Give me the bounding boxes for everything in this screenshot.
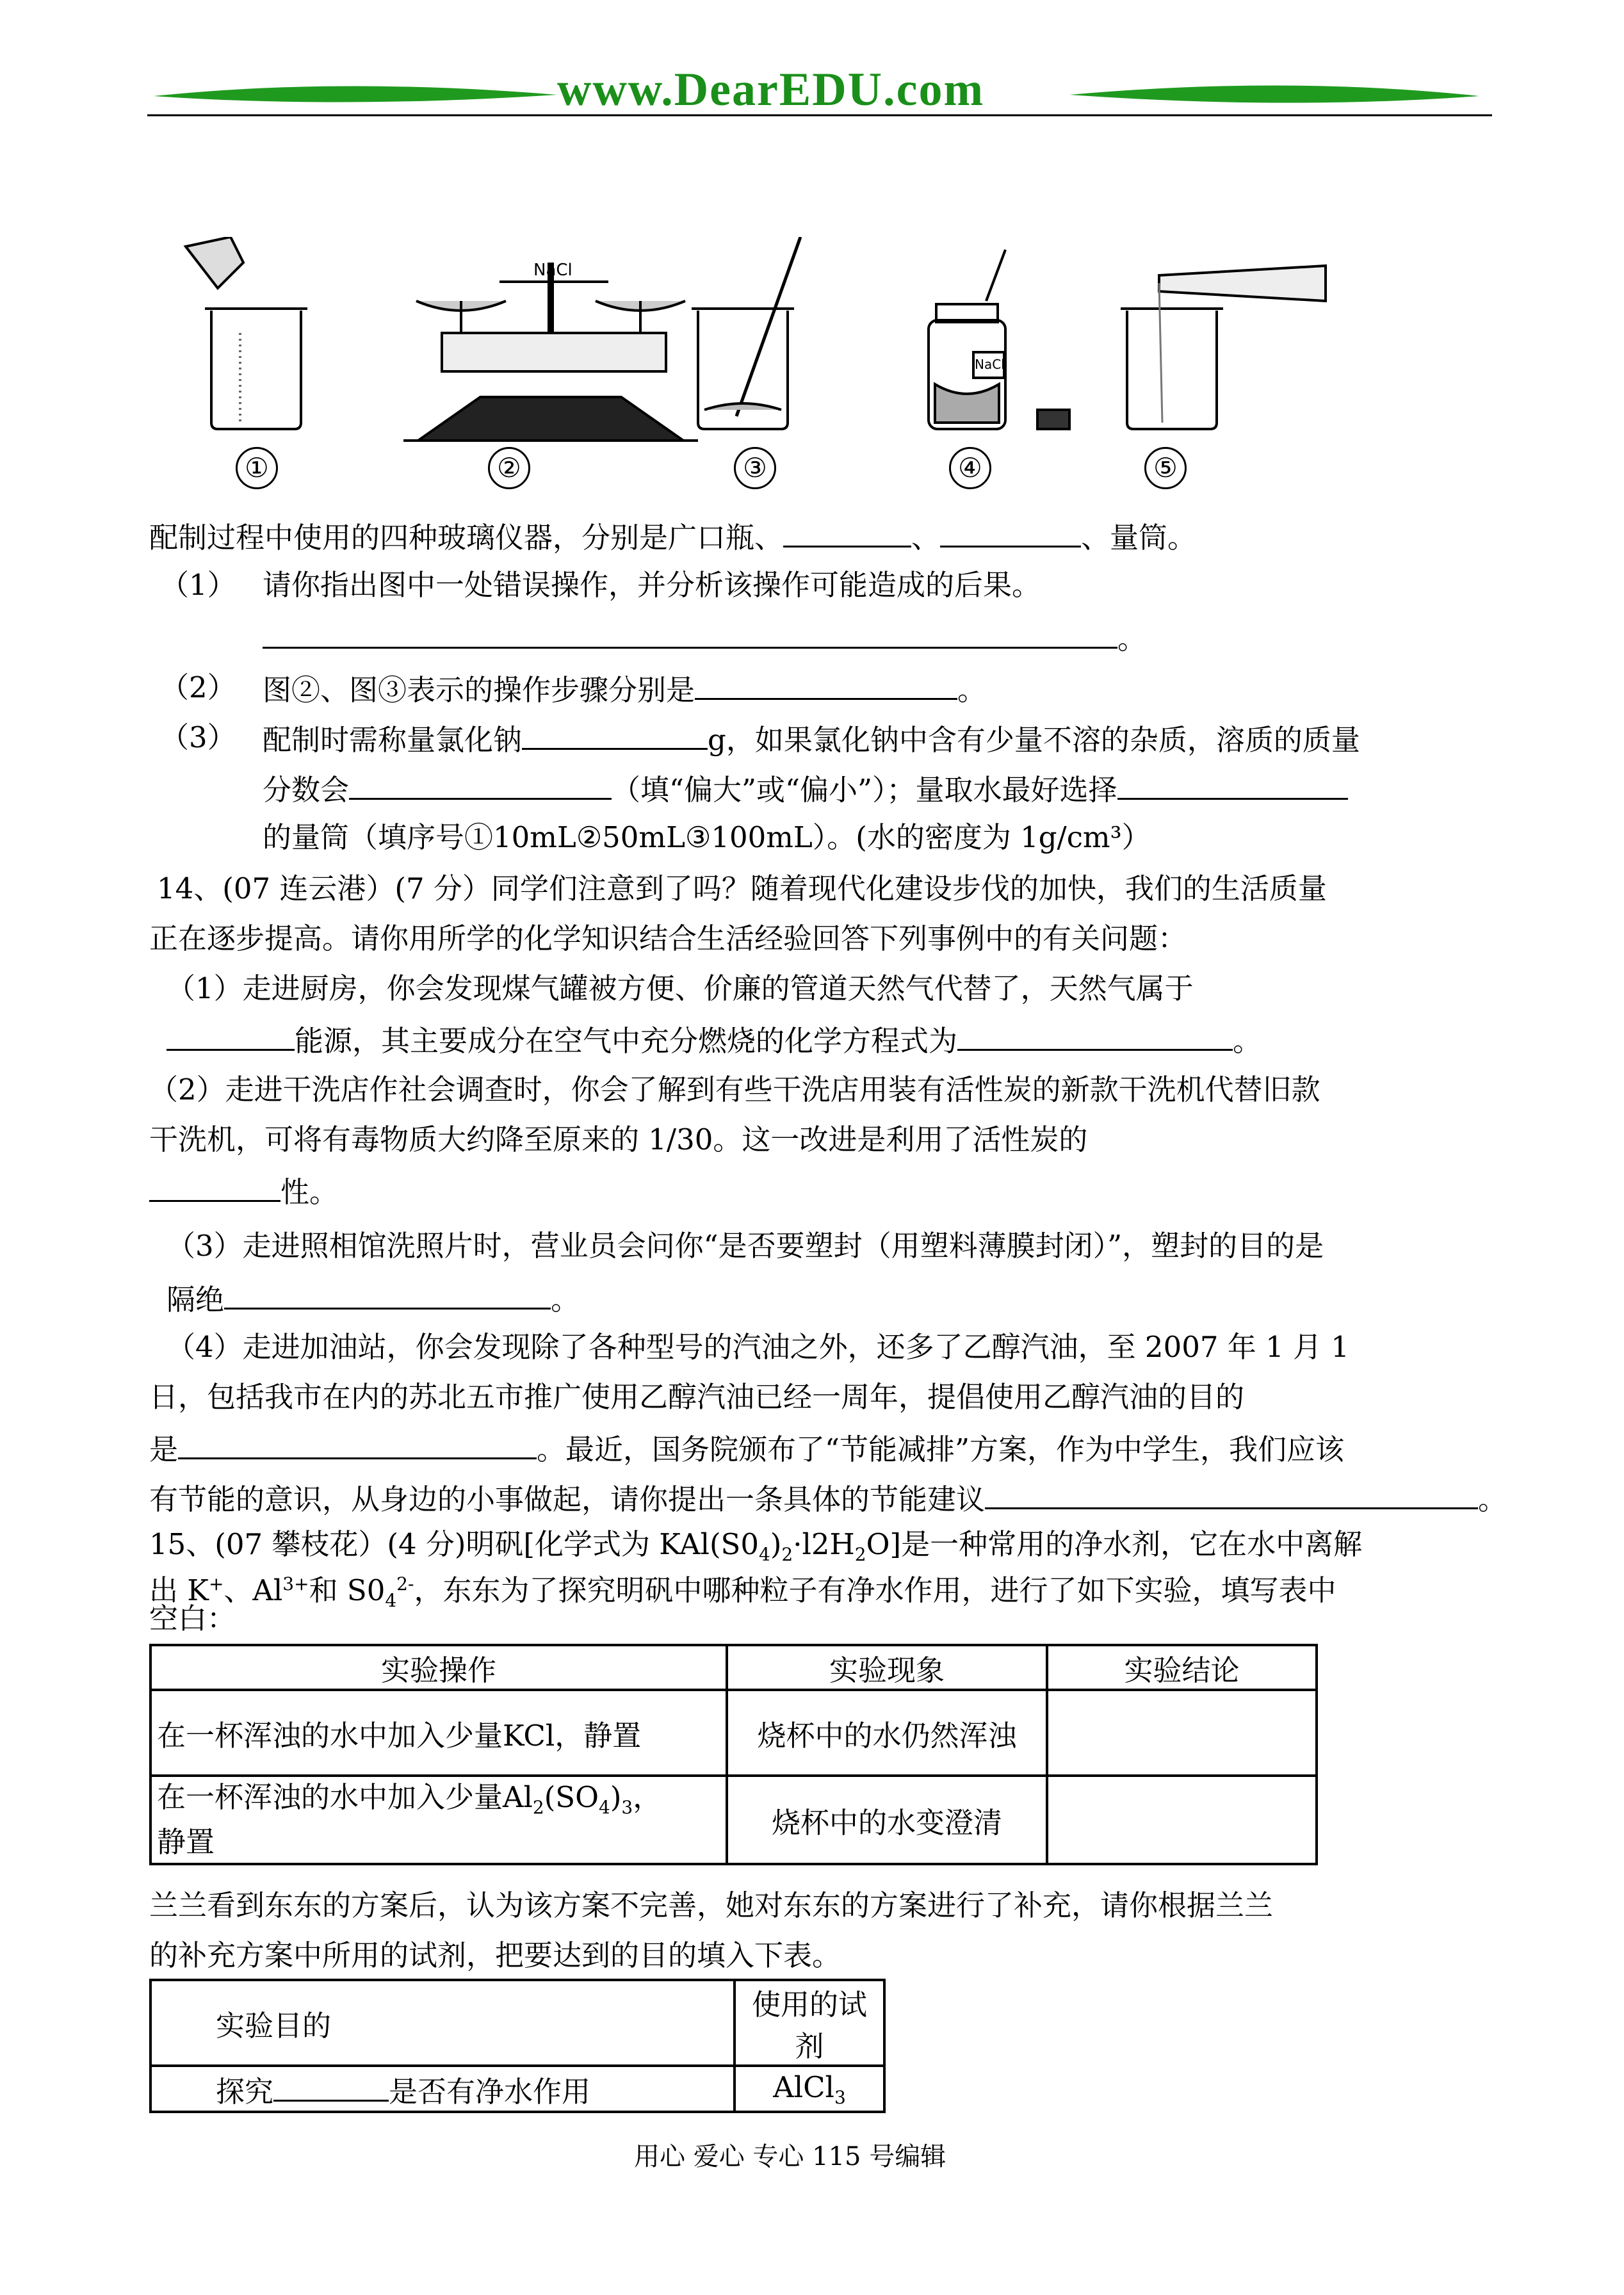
- table-row: [150, 2066, 884, 2112]
- table-cell-purpose: [150, 2066, 735, 2112]
- table-row: [150, 1690, 1317, 1776]
- q14-blank-isolate[interactable]: [224, 1279, 551, 1310]
- q13-part1-text: 请你指出图中一处错误操作，并分析该操作可能造成的后果。: [263, 568, 1041, 602]
- page-footer: 用心 爱心 专心 115 号编辑: [634, 2142, 946, 2171]
- table-header-row: [150, 1645, 1317, 1690]
- q13-blank-cylinder[interactable]: [1117, 770, 1348, 800]
- q14-blank-property[interactable]: [149, 1172, 280, 1202]
- q14-line-4a: 能源，其主要成分在空气中充分燃烧的化学方程式为: [295, 1024, 958, 1058]
- q15-l1d: 2: [781, 1544, 793, 1565]
- q13-part3-line2: [263, 770, 1348, 808]
- q13-intro-line: [149, 517, 1196, 556]
- q15-l2b: +: [208, 1573, 224, 1594]
- q13-part2-end: 。: [957, 673, 987, 707]
- q14-line-9b: 。: [551, 1283, 580, 1317]
- q14-line-10: （4）走进加油站，你会发现除了各种型号的汽油之外，还多了乙醇汽油，至 2007 年 1 月 1: [166, 1330, 1349, 1364]
- purpose-b: 是否有净水作用: [389, 2074, 591, 2109]
- q14-line-9: [166, 1279, 580, 1318]
- q13-part3-d: （填“偏大”或“偏小”）；量取水最好选择: [612, 773, 1117, 807]
- q14-line-6: 干洗机，可将有毒物质大约降至原来的 1/30。这一改进是利用了活性炭的: [149, 1123, 1088, 1156]
- q14-line-4: [166, 1021, 1262, 1059]
- q15-l1g: O]是一种常用的净水剂，它在水中离解: [866, 1527, 1363, 1561]
- q14-blank-energy-type[interactable]: [166, 1021, 295, 1051]
- q13-part3-c: 分数会: [263, 773, 350, 807]
- q14-blank-ethanol-purpose[interactable]: [178, 1429, 537, 1459]
- q13-part2-text: 图②、图③表示的操作步骤分别是: [263, 673, 695, 707]
- q15-l1b: 4: [759, 1544, 770, 1565]
- q15-l2h: ，东东为了探究明矾中哪种粒子有净水作用，进行了如下实验，填写表中: [414, 1573, 1336, 1607]
- table-header-purpose: 实验目的: [150, 1980, 735, 2066]
- q14-line-7: [149, 1172, 338, 1210]
- table-cell-reagent: [735, 2066, 884, 2112]
- q14-line-3: （1）走进厨房，你会发现煤气罐被方便、价廉的管道天然气代替了，天然气属于: [166, 971, 1194, 1005]
- q13-blank-glassware-2[interactable]: [940, 517, 1081, 547]
- q13-part3-a: 配制时需称量氯化钠: [263, 723, 523, 757]
- q14-line-2: 正在逐步提高。请你用所学的化学知识结合生活经验回答下列事例中的有关问题：: [149, 921, 1187, 955]
- table-header-operation: 实验操作: [150, 1645, 727, 1690]
- q14-line-9a: 隔绝: [166, 1283, 225, 1317]
- purpose-blank[interactable]: [273, 2072, 389, 2102]
- q15-l2f: 4: [385, 1590, 397, 1611]
- op2-g: ，: [633, 1780, 662, 1814]
- table-header-conclusion: 实验结论: [1047, 1645, 1317, 1690]
- q14-line-12: [149, 1429, 1344, 1468]
- figure-label-3: ③: [734, 447, 776, 489]
- q14-line-13: [149, 1479, 1507, 1518]
- table-row: [150, 1776, 1317, 1864]
- table-cell-phenomenon-1: 烧杯中的水仍然浑浊: [727, 1690, 1047, 1776]
- q14-line-13b: 。: [1478, 1482, 1507, 1516]
- q13-sep: 、: [911, 521, 941, 555]
- q13-part1-end: 。: [1117, 622, 1147, 656]
- q13-blank-error-operation[interactable]: [263, 619, 1117, 649]
- op2-a: 在一杯浑浊的水中加入少量Al: [157, 1780, 533, 1814]
- q13-blank-glassware-1[interactable]: [783, 517, 911, 547]
- q15-l2c: 、Al: [223, 1573, 283, 1607]
- op2-b: 2: [532, 1797, 544, 1818]
- q13-part2-num: （2）: [160, 670, 236, 704]
- experiment-table: [149, 1644, 1318, 1865]
- header-url: www.DearEDU.com: [557, 63, 985, 116]
- table-cell-phenomenon-2: 烧杯中的水变澄清: [727, 1776, 1047, 1864]
- q13-part3-e: 的量筒（填序号①10mL②50mL③100mL）。(水的密度为 1g/cm³）: [263, 820, 1151, 854]
- reagent-a: AlCl: [773, 2070, 834, 2104]
- q14-line-7-text: 性。: [280, 1175, 339, 1209]
- nacl-label-jar: NaCl: [975, 357, 1005, 372]
- table-cell-conclusion-1[interactable]: [1047, 1690, 1317, 1776]
- purpose-a: 探究: [216, 2074, 274, 2109]
- q14-line-5: （2）走进干洗店作社会调查时，你会了解到有些干洗店用装有活性炭的新款干洗机代替旧款: [149, 1073, 1320, 1107]
- q13-part1-num: （1）: [160, 568, 236, 602]
- q15-l2a: 出 K: [149, 1573, 209, 1607]
- table-cell-operation-2: [150, 1776, 727, 1864]
- figure-label-1: ①: [236, 447, 278, 489]
- nacl-label-balance: NaCl: [533, 261, 572, 280]
- q13-part1-answer-line: [263, 619, 1146, 657]
- table-cell-operation-1: 在一杯浑浊的水中加入少量KCl，静置: [150, 1690, 727, 1776]
- q15-l1c: ): [770, 1527, 782, 1561]
- q15-line-4: 兰兰看到东东的方案后，认为该方案不完善，她对东东的方案进行了补充，请你根据兰兰: [149, 1888, 1274, 1922]
- op2-e: ): [610, 1780, 622, 1814]
- table-header-phenomenon: 实验现象: [727, 1645, 1047, 1690]
- q15-line-3: 空白：: [149, 1602, 236, 1635]
- q13-part2-line: [263, 670, 986, 708]
- q13-part3-num: （3）: [160, 720, 236, 754]
- q14-blank-equation[interactable]: [957, 1021, 1233, 1051]
- q15-line-2: [149, 1566, 1336, 1619]
- table-header-row: [150, 1980, 884, 2066]
- table-header-reagent: 使用的试剂: [735, 1980, 884, 2066]
- q15-l2g: 2-: [396, 1573, 414, 1594]
- q13-blank-nacl-mass[interactable]: [522, 720, 708, 750]
- q14-line-11: 日，包括我市在内的苏北五市推广使用乙醇汽油已经一周年，提倡使用乙醇汽油的目的: [149, 1380, 1245, 1414]
- q14-line-4b: 。: [1233, 1024, 1262, 1058]
- q15-l2e: 和 S0: [309, 1573, 386, 1607]
- q14-line-13a: 有节能的意识，从身边的小事做起，请你提出一条具体的节能建议: [149, 1482, 986, 1516]
- q13-blank-steps[interactable]: [695, 670, 957, 700]
- q14-blank-energy-suggestion[interactable]: [985, 1479, 1478, 1509]
- op2-d: 4: [599, 1797, 610, 1818]
- q15-l2d: 3+: [282, 1573, 309, 1594]
- q13-part3-line1: [263, 720, 1360, 758]
- q13-part3-b: g，如果氯化钠中含有少量不溶的杂质，溶质的质量: [708, 723, 1360, 757]
- op2-c: (SO: [544, 1780, 599, 1814]
- q14-line-8: （3）走进照相馆洗照片时，营业员会问你“是否要塑封（用塑料薄膜封闭）”，塑封的目的是: [166, 1229, 1324, 1263]
- q14-line-12a: 是: [149, 1432, 179, 1466]
- figure-label-5: ⑤: [1144, 447, 1187, 489]
- purpose-table: [149, 1979, 886, 2113]
- figure-label-2: ②: [488, 447, 530, 489]
- q14-line-12b: 。最近，国务院颁布了“节能减排”方案，作为中学生，我们应该: [537, 1432, 1345, 1466]
- q15-l1f: 2: [854, 1544, 866, 1565]
- q15-l1e: ·l2H: [793, 1527, 855, 1561]
- figure-label-4: ④: [949, 447, 991, 489]
- op2-f: 3: [621, 1797, 633, 1818]
- q14-line-1: 14、(07 连云港）(7 分）同学们注意到了吗？随着现代化建设步伐的加快，我们的生活质量: [157, 872, 1327, 905]
- q15-line-5: 的补充方案中所用的试剂，把要达到的目的填入下表。: [149, 1938, 841, 1972]
- op2-h: 静置: [157, 1825, 215, 1859]
- q13-blank-mass-fraction[interactable]: [349, 770, 612, 800]
- q15-l1a: 15、(07 攀枝花）(4 分)明矾[化学式为 KAl(S0: [149, 1527, 759, 1561]
- reagent-b: 3: [834, 2086, 846, 2108]
- q13-intro-a: 配制过程中使用的四种玻璃仪器，分别是广口瓶、: [149, 521, 784, 555]
- q13-intro-b: 、量筒。: [1081, 521, 1197, 555]
- lab-apparatus-illustration: [173, 237, 1358, 442]
- table-cell-conclusion-2[interactable]: [1047, 1776, 1317, 1864]
